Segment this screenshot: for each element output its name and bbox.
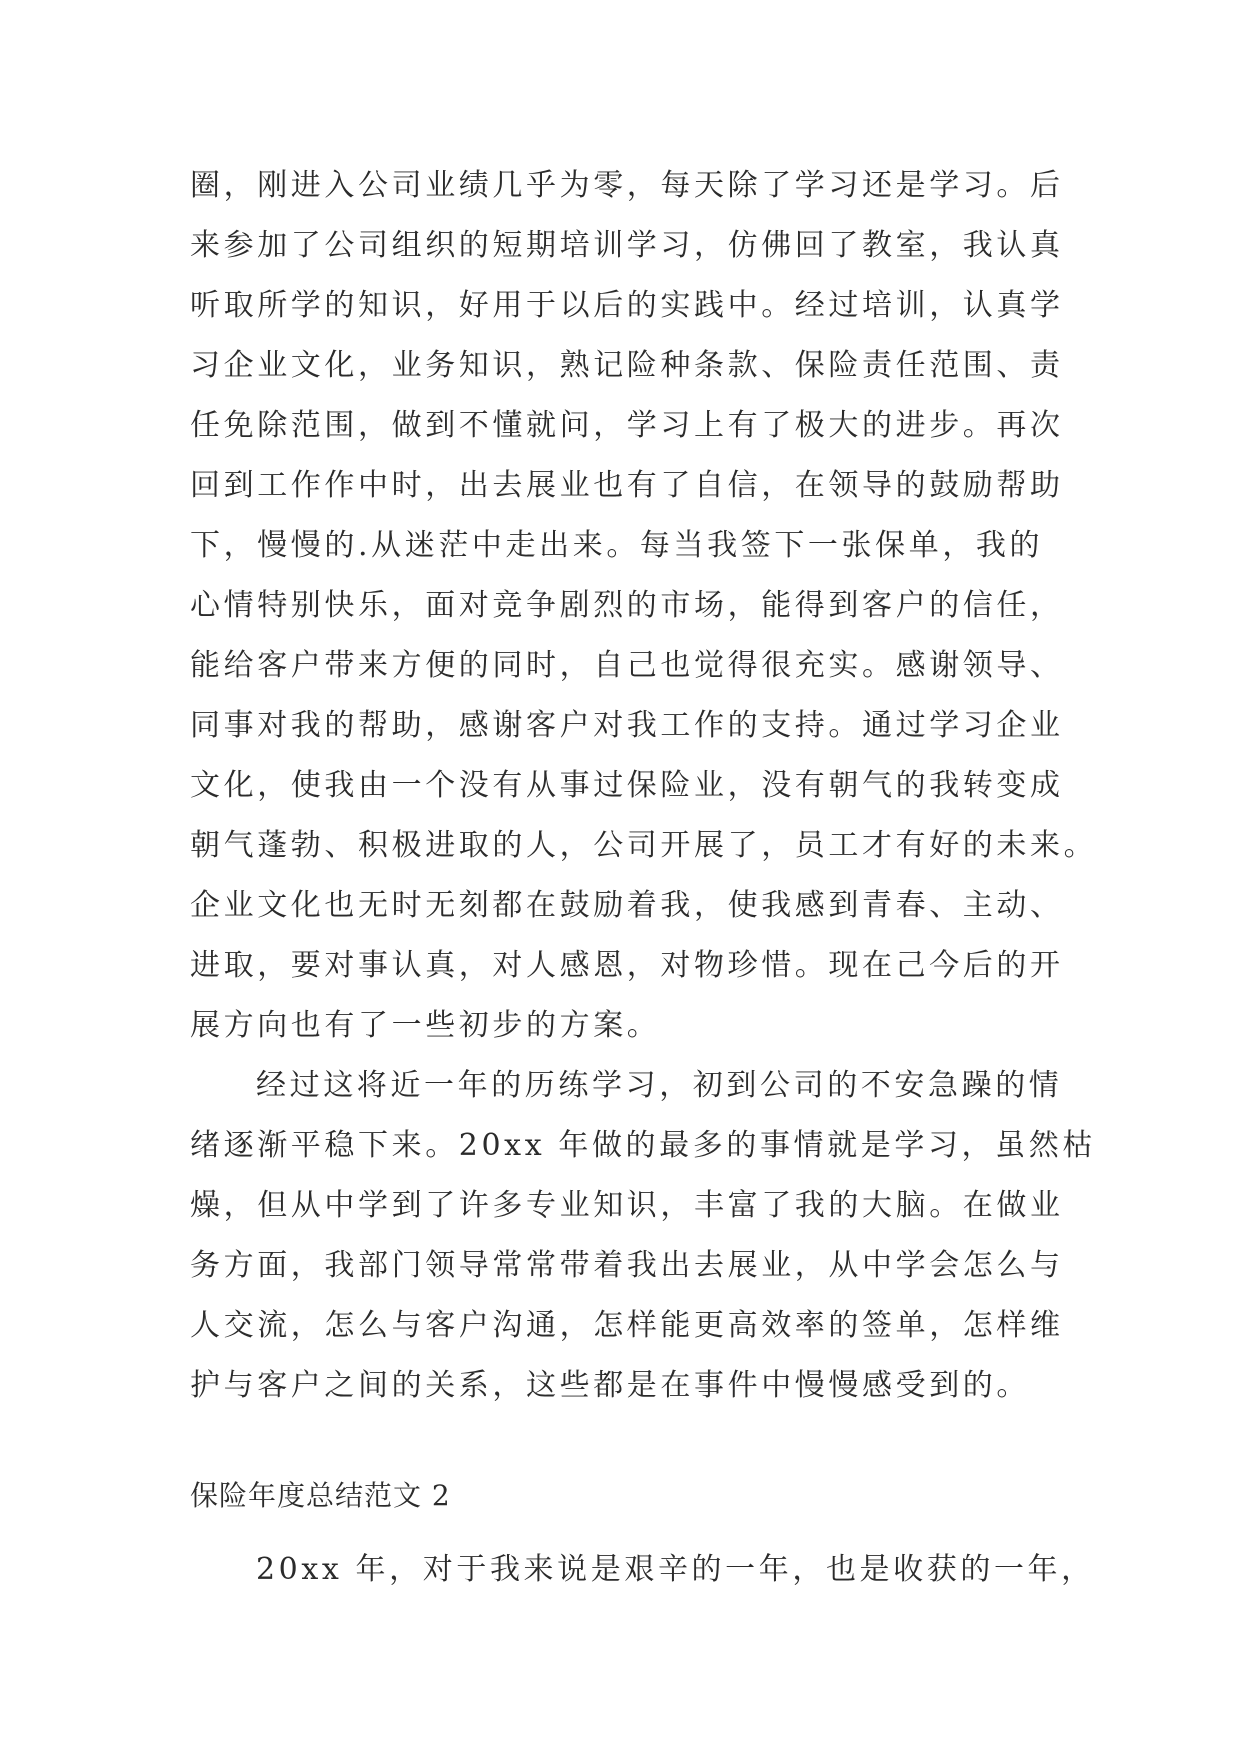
text-line-indented: 20xx 年，对于我来说是艰辛的一年，也是收获的一年，: [256, 1552, 1095, 1587]
section-heading: 保险年度总结范文 2: [190, 1479, 451, 1512]
text-line: 圈，刚进入公司业绩几乎为零，每天除了学习还是学习。后: [190, 168, 1064, 203]
text-line: 展方向也有了一些初步的方案。: [190, 1008, 661, 1043]
text-line: 来参加了公司组织的短期培训学习，仿佛回了教室，我认真: [190, 228, 1064, 263]
text-line: 进取，要对事认真，对人感恩，对物珍惜。现在己今后的开: [190, 948, 1064, 983]
text-line: 绪逐渐平稳下来。20xx 年做的最多的事情就是学习，虽然枯: [190, 1128, 1096, 1163]
text-line: 心情特别快乐，面对竞争剧烈的市场，能得到客户的信任，: [190, 588, 1064, 623]
text-line-indented: 经过这将近一年的历练学习，初到公司的不安急躁的情: [256, 1068, 1063, 1103]
text-line: 下，慢慢的.从迷茫中走出来。每当我签下一张保单，我的: [190, 528, 1044, 563]
text-line: 护与客户之间的关系，这些都是在事件中慢慢感受到的。: [190, 1368, 1030, 1403]
text-line: 同事对我的帮助，感谢客户对我工作的支持。通过学习企业: [190, 708, 1064, 743]
text-line: 听取所学的知识，好用于以后的实践中。经过培训，认真学: [190, 288, 1064, 323]
text-line: 任免除范围，做到不懂就问，学习上有了极大的进步。再次: [190, 408, 1064, 443]
text-line: 能给客户带来方便的同时，自己也觉得很充实。感谢领导、: [190, 648, 1064, 683]
text-line: 回到工作作中时，出去展业也有了自信，在领导的鼓励帮助: [190, 468, 1064, 503]
text-line: 燥，但从中学到了许多专业知识，丰富了我的大脑。在做业: [190, 1188, 1064, 1223]
text-line: 人交流，怎么与客户沟通，怎样能更高效率的签单，怎样维: [190, 1308, 1064, 1343]
text-line: 习企业文化，业务知识，熟记险种条款、保险责任范围、责: [190, 348, 1064, 383]
text-line: 朝气蓬勃、积极进取的人，公司开展了，员工才有好的未来。: [190, 828, 1098, 863]
text-line: 文化，使我由一个没有从事过保险业，没有朝气的我转变成: [190, 768, 1064, 803]
text-line: 务方面，我部门领导常常带着我出去展业，从中学会怎么与: [190, 1248, 1064, 1283]
text-line: 企业文化也无时无刻都在鼓励着我，使我感到青春、主动、: [190, 888, 1064, 923]
